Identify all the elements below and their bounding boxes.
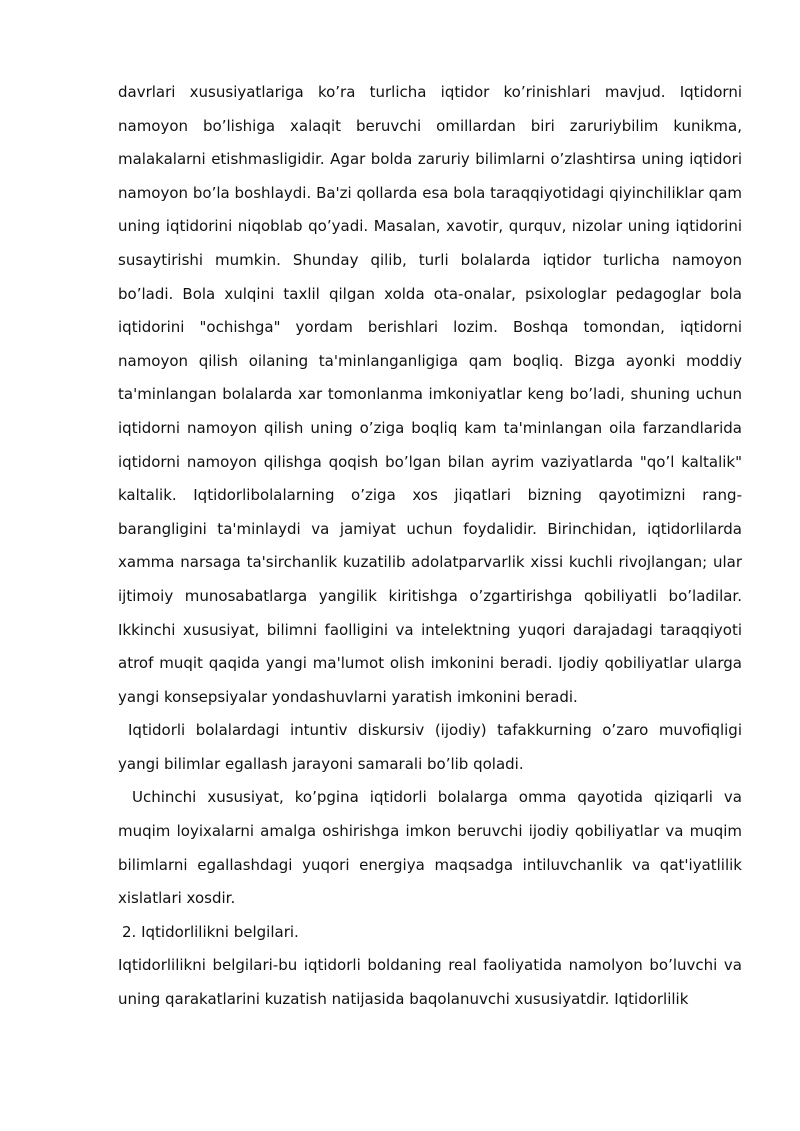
document-page bbox=[118, 76, 742, 1017]
paragraph-4: Iqtidorlilikni belgilari-bu iqtidorli boldaning real faoliyatida namolyon bo’luvchi va uning qarakatlarini kuzatish natijasida baqolanuvchi xususiyatdir. Iqtidorlilik bbox=[118, 956, 742, 1009]
paragraph-1: davrlari xususiyatlariga ko’ra turlicha iqtidor ko’rinishlari mavjud. Iqtidorni namoyon bo’lishiga xalaqit beruvchi omillardan biri zaruriybilim kunikma, malakalarni etishmasligidir. Agar bolda zaruriy bilimlarni o’zlashtirsa uning iqtidori namoyon bo’la boshlaydi. Ba'zi qollarda esa bola taraqqiyotidagi qiyinchiliklar qam uning iqtidorini niqoblab qo’yadi. Masalan, xavotir, qurquv, nizolar uning iqtidorini susaytirishi mumkin. Shunday qilib, turli bolalarda iqtidor turlicha namoyon bo’ladi. Bola xulqini taxlil qilgan xolda ota-onalar, psixologlar pedagoglar bola iqtidorini "ochishga" yordam berishlari lozim. Boshqa tomondan, iqtidorni namoyon qilish oilaning ta'minlanganligiga qam boqliq. Bizga ayonki moddiy ta'minlangan bolalarda xar tomonlanma imkoniyatlar keng bo’ladi, shuning uchun iqtidorni namoyon qilish uning o’ziga boqliq kam ta'minlangan oila farzandlarida iqtidorni namoyon qilishga qoqish bo’lgan bilan ayrim vaziyatlarda "qo’l kaltalik" kaltalik. Iqtidorlibolalarning o’ziga xos jiqatlari bizning qayotimizni rang-barangligini ta'minlaydi va jamiyat uchun foydalidir. Birinchidan, iqtidorlilarda xamma narsaga ta'sirchanlik kuzatilib adolatparvarlik xissi kuchli rivojlangan; ular ijtimoiy munosabatlarga yangilik kiritishga o’zgartirishga qobiliyatli bo’ladilar. Ikkinchi xususiyat, bilimni faolligini va intelektning yuqori darajadagi taraqqiyoti atrof muqit qaqida yangi ma'lumot olish imkonini beradi. Ijodiy qobiliyatlar ularga yangi konsepsiyalar yondashuvlarni yaratish imkonini beradi. bbox=[118, 83, 742, 706]
paragraph-2: Iqtidorli bolalardagi intuntiv diskursiv (ijodiy) tafakkurning o’zaro muvofiqligi yangi bilimlar egallash jarayoni samarali bo’lib qoladi. bbox=[118, 721, 742, 773]
section-heading: 2. Iqtidorlilikni belgilari. bbox=[122, 922, 299, 941]
paragraph-3: Uchinchi xususiyat, ko’pgina iqtidorli bolalarga omma qayotida qiziqarli va muqim loyixalarni amalga oshirishga imkon beruvchi ijodiy qobiliyatlar va muqim bilimlarni egallashdagi yuqori energiya maqsadga intiluvchanlik va qat'iyatlilik xislatlari xosdir. bbox=[118, 788, 742, 908]
